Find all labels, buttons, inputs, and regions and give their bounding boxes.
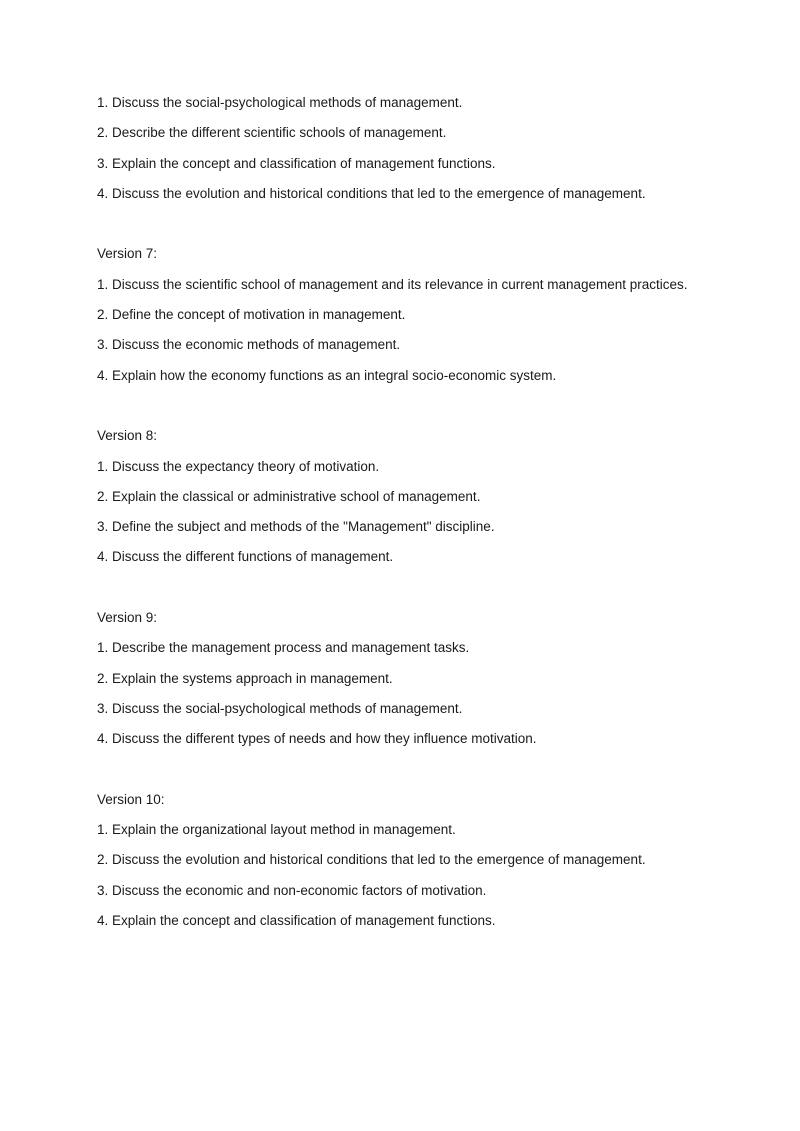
section-version-7 [97,244,737,385]
document-page [97,93,737,941]
question-item: 4. Explain the concept and classification of management functions. [97,913,496,929]
section-spacer [97,214,737,244]
question-item: 2. Define the concept of motivation in management. [97,307,406,323]
question-item: 2. Explain the classical or administrative school of management. [97,488,481,504]
question-item: 3. Explain the concept and classification of management functions. [97,155,496,171]
question-item: 4. Discuss the different types of needs and how they influence motivation. [97,731,537,747]
section-heading: Version 9: [97,610,158,626]
question-item: 3. Define the subject and methods of the "Management" discipline. [97,519,495,535]
question-item: 4. Explain how the economy functions as an integral socio-economic system. [97,367,557,383]
section-spacer [97,578,737,608]
question-item: 4. Discuss the evolution and historical conditions that led to the emergence of management. [97,185,646,201]
question-item: 1. Discuss the social-psychological methods of management. [97,95,463,110]
section-version-9 [97,608,737,749]
question-item: 3. Discuss the economic methods of management. [97,337,401,353]
question-item: 2. Describe the different scientific schools of management. [97,125,447,141]
section-spacer [97,396,737,426]
section-heading: Version 7: [97,246,158,262]
question-item: 1. Discuss the expectancy theory of motivation. [97,458,380,474]
question-item: 1. Describe the management process and management tasks. [97,640,470,656]
question-item: 1. Explain the organizational layout method in management. [97,822,456,838]
section-spacer [97,760,737,790]
question-item: 1. Discuss the scientific school of management and its relevance in current management practices. [97,276,688,292]
section-version-8 [97,426,737,567]
question-item: 3. Discuss the economic and non-economic factors of motivation. [97,882,487,898]
section-heading: Version 8: [97,428,158,444]
section-heading: Version 10: [97,791,165,807]
question-item: 2. Explain the systems approach in management. [97,670,393,686]
question-item: 4. Discuss the different functions of management. [97,549,394,565]
section-version-10 [97,790,737,931]
question-item: 2. Discuss the evolution and historical conditions that led to the emergence of management. [97,852,646,868]
section-continued [97,93,737,204]
question-item: 3. Discuss the social-psychological methods of management. [97,700,463,716]
